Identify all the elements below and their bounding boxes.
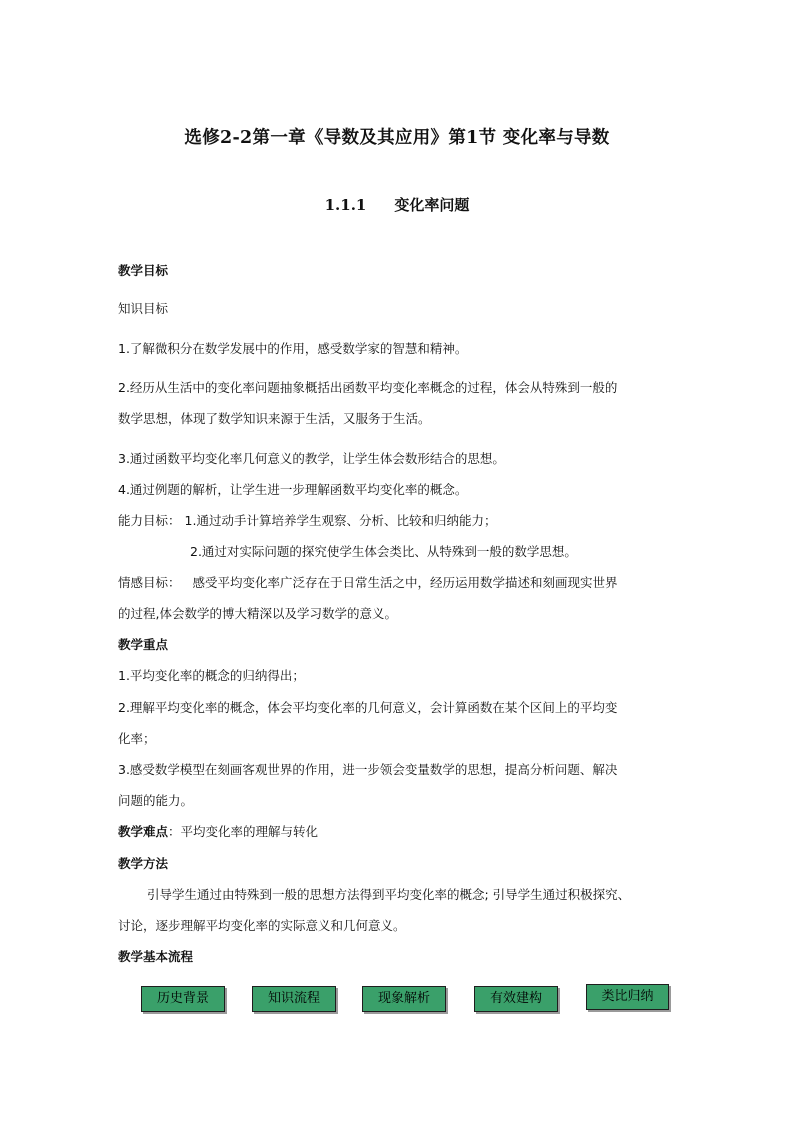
difficulty-line	[118, 823, 318, 841]
knowledge-item-3: 3.通过函数平均变化率几何意义的教学，让学生体会数形结合的思想。	[118, 451, 505, 466]
knowledge-item-2-line-2: 数学思想，体现了数学知识来源于生活，又服务于生活。	[118, 411, 431, 426]
key-point-2-line-1: 2.理解平均变化率的概念，体会平均变化率的几何意义，会计算函数在某个区间上的平均变	[118, 700, 618, 715]
emotion-line-2: 的过程,体会数学的博大精深以及学习数学的意义。	[118, 606, 397, 621]
key-points-heading: 教学重点	[118, 637, 169, 652]
knowledge-item-4: 4.通过例题的解析，让学生进一步理解函数平均变化率的概念。	[118, 482, 468, 497]
knowledge-item-2-line-1: 2.经历从生活中的变化率问题抽象概括出函数平均变化率概念的过程，体会从特殊到一般的	[118, 380, 618, 395]
emotion-line-1: 感受平均变化率广泛存在于日常生活之中，经历运用数学描述和刻画现实世界	[192, 575, 618, 590]
knowledge-item-1: 1.了解微积分在数学发展中的作用，感受数学家的智慧和精神。	[118, 341, 468, 356]
ability-item-2: 2.通过对实际问题的探究使学生体会类比、从特殊到一般的数学思想。	[190, 544, 577, 559]
document-title: 选修2-2第一章《导数及其应用》第1节 变化率与导数	[184, 128, 610, 148]
flow-step-3: 现象解析	[362, 986, 446, 1012]
method-heading: 教学方法	[118, 856, 169, 871]
ability-label: 能力目标：	[118, 513, 181, 528]
key-point-3-line-2: 问题的能力。	[118, 793, 194, 808]
flow-step-2: 知识流程	[252, 986, 336, 1012]
goals-heading: 教学目标	[118, 263, 169, 278]
knowledge-heading: 知识目标	[118, 301, 169, 316]
method-line-2: 讨论，逐步理解平均变化率的实际意义和几何意义。	[118, 918, 406, 933]
section-subtitle	[0, 194, 794, 215]
flow-step-4: 有效建构	[474, 986, 558, 1012]
key-point-1: 1.平均变化率的概念的归纳得出；	[118, 668, 305, 683]
ability-item-1: 1.通过动手计算培养学生观察、分析、比较和归纳能力；	[184, 513, 497, 528]
flow-heading: 教学基本流程	[118, 949, 194, 964]
ability-goal	[118, 512, 496, 530]
flow-step-5: 类比归纳	[586, 984, 669, 1010]
key-point-2-line-2: 化率；	[118, 731, 156, 746]
emotion-goal	[118, 574, 618, 592]
flow-step-1: 历史背景	[141, 986, 225, 1012]
key-point-3-line-1: 3.感受数学模型在刻画客观世界的作用，进一步领会变量数学的思想，提高分析问题、解决	[118, 762, 618, 777]
difficulty-text: ：平均变化率的理解与转化	[168, 824, 319, 839]
section-number: 1.1.1	[324, 196, 367, 214]
emotion-label: 情感目标：	[118, 575, 181, 590]
method-line-1: 引导学生通过由特殊到一般的思想方法得到平均变化率的概念; 引导学生通过积极探究、	[147, 887, 631, 902]
section-name: 变化率问题	[394, 196, 470, 214]
difficulty-label: 教学难点	[118, 824, 169, 839]
